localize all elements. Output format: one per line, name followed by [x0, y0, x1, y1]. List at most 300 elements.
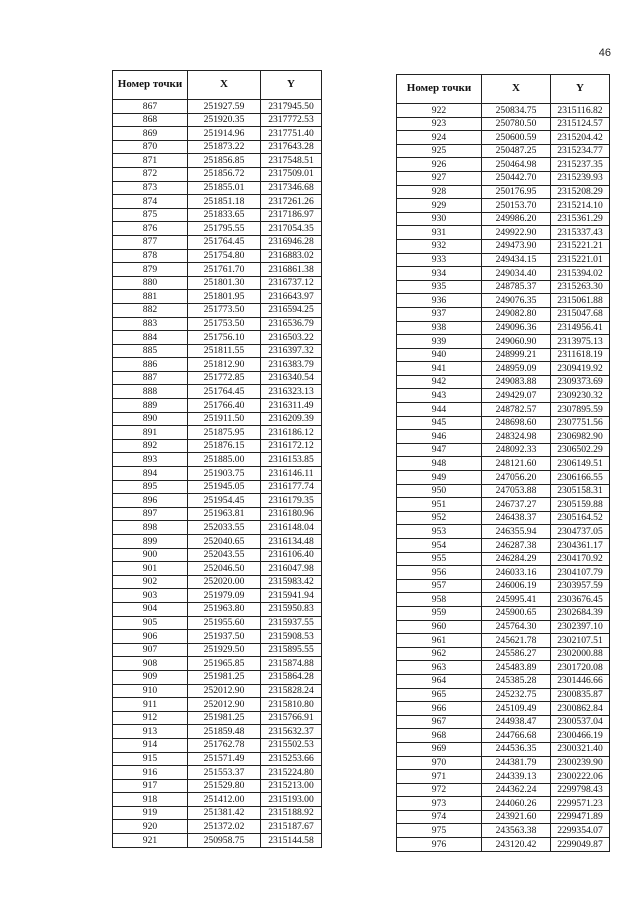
table-row: [397, 729, 610, 743]
y-coordinate-cell: 2315144.58: [261, 834, 322, 848]
table-row: [397, 579, 610, 593]
y-coordinate-cell: 2309373.69: [551, 375, 610, 389]
x-coordinate-cell: 251801.30: [188, 276, 261, 290]
table-row: [113, 752, 322, 766]
point-number-cell: 969: [397, 742, 482, 756]
x-coordinate-cell: 251372.02: [188, 820, 261, 834]
y-coordinate-cell: 2301446.66: [551, 674, 610, 688]
table-row: [113, 820, 322, 834]
table-row: [113, 793, 322, 807]
table-row: [397, 824, 610, 838]
point-number-cell: 889: [113, 399, 188, 413]
point-number-cell: 899: [113, 535, 188, 549]
table-row: [113, 399, 322, 413]
point-number-cell: 936: [397, 294, 482, 308]
table-row: [113, 766, 322, 780]
x-coordinate-cell: 251811.55: [188, 344, 261, 358]
table-row: [113, 263, 322, 277]
x-coordinate-cell: 249082.80: [482, 307, 551, 321]
point-number-cell: 961: [397, 634, 482, 648]
y-coordinate-cell: 2315864.28: [261, 670, 322, 684]
table-row: [397, 185, 610, 199]
y-coordinate-cell: 2306982.90: [551, 430, 610, 444]
x-coordinate-cell: 251756.10: [188, 331, 261, 345]
point-number-cell: 897: [113, 507, 188, 521]
y-coordinate-cell: 2316861.38: [261, 263, 322, 277]
x-coordinate-cell: 251954.45: [188, 494, 261, 508]
table-row: [397, 525, 610, 539]
y-coordinate-cell: 2315204.42: [551, 131, 610, 145]
table-row: [397, 606, 610, 620]
x-coordinate-cell: 251529.80: [188, 779, 261, 793]
point-number-cell: 976: [397, 838, 482, 852]
x-coordinate-cell: 250176.95: [482, 185, 551, 199]
point-number-cell: 934: [397, 267, 482, 281]
table-row: [397, 212, 610, 226]
header-y: Y: [261, 71, 322, 100]
table-row: [113, 290, 322, 304]
x-coordinate-cell: 251873.22: [188, 140, 261, 154]
x-coordinate-cell: 246287.38: [482, 539, 551, 553]
x-coordinate-cell: 250464.98: [482, 158, 551, 172]
table-row: [113, 806, 322, 820]
table-row: [397, 335, 610, 349]
x-coordinate-cell: 249434.15: [482, 253, 551, 267]
y-coordinate-cell: 2317751.40: [261, 127, 322, 141]
table-row: [397, 280, 610, 294]
table-row: [397, 403, 610, 417]
table-row: [397, 158, 610, 172]
x-coordinate-cell: 248999.21: [482, 348, 551, 362]
y-coordinate-cell: 2316146.11: [261, 467, 322, 481]
table-header-row: [397, 75, 610, 104]
point-number-cell: 891: [113, 426, 188, 440]
x-coordinate-cell: 252012.90: [188, 698, 261, 712]
point-number-cell: 924: [397, 131, 482, 145]
y-coordinate-cell: 2315766.91: [261, 711, 322, 725]
point-number-cell: 914: [113, 738, 188, 752]
y-coordinate-cell: 2315828.24: [261, 684, 322, 698]
point-number-cell: 870: [113, 140, 188, 154]
table-row: [113, 738, 322, 752]
y-coordinate-cell: 2315253.66: [261, 752, 322, 766]
x-coordinate-cell: 251856.85: [188, 154, 261, 168]
point-number-cell: 880: [113, 276, 188, 290]
y-coordinate-cell: 2316340.54: [261, 371, 322, 385]
point-number-cell: 888: [113, 385, 188, 399]
y-coordinate-cell: 2300862.84: [551, 702, 610, 716]
x-coordinate-cell: 251571.49: [188, 752, 261, 766]
point-number-cell: 957: [397, 579, 482, 593]
y-coordinate-cell: 2300321.40: [551, 742, 610, 756]
x-coordinate-cell: 246737.27: [482, 498, 551, 512]
point-number-cell: 886: [113, 358, 188, 372]
y-coordinate-cell: 2315221.21: [551, 239, 610, 253]
table-row: [113, 358, 322, 372]
point-number-cell: 939: [397, 335, 482, 349]
y-coordinate-cell: 2315632.37: [261, 725, 322, 739]
y-coordinate-cell: 2301720.08: [551, 661, 610, 675]
table-row: [113, 249, 322, 263]
table-row: [397, 742, 610, 756]
x-coordinate-cell: 252033.55: [188, 521, 261, 535]
y-coordinate-cell: 2304170.92: [551, 552, 610, 566]
table-row: [113, 385, 322, 399]
table-row: [397, 307, 610, 321]
y-coordinate-cell: 2306502.29: [551, 443, 610, 457]
point-number-cell: 963: [397, 661, 482, 675]
point-number-cell: 905: [113, 616, 188, 630]
point-number-cell: 954: [397, 539, 482, 553]
point-number-cell: 890: [113, 412, 188, 426]
x-coordinate-cell: 252020.00: [188, 575, 261, 589]
table-row: [113, 602, 322, 616]
y-coordinate-cell: 2307751.56: [551, 416, 610, 430]
x-coordinate-cell: 251766.40: [188, 399, 261, 413]
y-coordinate-cell: 2304361.17: [551, 539, 610, 553]
x-coordinate-cell: 249096.36: [482, 321, 551, 335]
point-number-cell: 921: [113, 834, 188, 848]
x-coordinate-cell: 245385.28: [482, 674, 551, 688]
table-row: [397, 593, 610, 607]
table-row: [397, 756, 610, 770]
table-row: [113, 657, 322, 671]
table-row: [397, 715, 610, 729]
table-row: [397, 267, 610, 281]
point-number-cell: 941: [397, 362, 482, 376]
table-row: [113, 562, 322, 576]
x-coordinate-cell: 251754.80: [188, 249, 261, 263]
x-coordinate-cell: 248092.33: [482, 443, 551, 457]
table-row: [113, 779, 322, 793]
y-coordinate-cell: 2316172.12: [261, 439, 322, 453]
point-number-cell: 973: [397, 797, 482, 811]
y-coordinate-cell: 2300466.19: [551, 729, 610, 743]
header-point-number: Номер точки: [113, 71, 188, 100]
point-number-cell: 883: [113, 317, 188, 331]
y-coordinate-cell: 2316106.40: [261, 548, 322, 562]
y-coordinate-cell: 2315234.77: [551, 144, 610, 158]
point-number-cell: 950: [397, 484, 482, 498]
table-row: [113, 725, 322, 739]
point-number-cell: 908: [113, 657, 188, 671]
point-number-cell: 912: [113, 711, 188, 725]
table-row: [397, 770, 610, 784]
table-row: [113, 575, 322, 589]
y-coordinate-cell: 2315188.92: [261, 806, 322, 820]
table-row: [397, 171, 610, 185]
point-number-cell: 868: [113, 113, 188, 127]
x-coordinate-cell: 251920.35: [188, 113, 261, 127]
y-coordinate-cell: 2299471.89: [551, 810, 610, 824]
y-coordinate-cell: 2316148.04: [261, 521, 322, 535]
point-number-cell: 943: [397, 389, 482, 403]
point-number-cell: 916: [113, 766, 188, 780]
y-coordinate-cell: 2316047.98: [261, 562, 322, 576]
table-row: [113, 616, 322, 630]
table-row: [113, 426, 322, 440]
y-coordinate-cell: 2316536.79: [261, 317, 322, 331]
table-row: [113, 521, 322, 535]
x-coordinate-cell: 250780.50: [482, 117, 551, 131]
point-number-cell: 884: [113, 331, 188, 345]
table-row: [397, 117, 610, 131]
point-number-cell: 967: [397, 715, 482, 729]
table-row: [397, 226, 610, 240]
y-coordinate-cell: 2300239.90: [551, 756, 610, 770]
y-coordinate-cell: 2315221.01: [551, 253, 610, 267]
x-coordinate-cell: 250600.59: [482, 131, 551, 145]
coordinates-table-left: [112, 70, 322, 848]
x-coordinate-cell: 251801.95: [188, 290, 261, 304]
y-coordinate-cell: 2315263.30: [551, 280, 610, 294]
x-coordinate-cell: 251381.42: [188, 806, 261, 820]
y-coordinate-cell: 2302684.39: [551, 606, 610, 620]
x-coordinate-cell: 248698.60: [482, 416, 551, 430]
y-coordinate-cell: 2299571.23: [551, 797, 610, 811]
y-coordinate-cell: 2315214.10: [551, 199, 610, 213]
y-coordinate-cell: 2302000.88: [551, 647, 610, 661]
table-row: [397, 498, 610, 512]
point-number-cell: 955: [397, 552, 482, 566]
x-coordinate-cell: 249429.07: [482, 389, 551, 403]
page-number: 46: [598, 47, 611, 59]
table-row: [113, 494, 322, 508]
x-coordinate-cell: 252040.65: [188, 535, 261, 549]
x-coordinate-cell: 252046.50: [188, 562, 261, 576]
x-coordinate-cell: 246438.37: [482, 511, 551, 525]
point-number-cell: 876: [113, 222, 188, 236]
x-coordinate-cell: 251927.59: [188, 100, 261, 114]
table-row: [397, 511, 610, 525]
point-number-cell: 964: [397, 674, 482, 688]
point-number-cell: 952: [397, 511, 482, 525]
table-row: [397, 810, 610, 824]
point-number-cell: 903: [113, 589, 188, 603]
point-number-cell: 975: [397, 824, 482, 838]
x-coordinate-cell: 251963.81: [188, 507, 261, 521]
point-number-cell: 971: [397, 770, 482, 784]
y-coordinate-cell: 2315213.00: [261, 779, 322, 793]
y-coordinate-cell: 2315047.68: [551, 307, 610, 321]
point-number-cell: 970: [397, 756, 482, 770]
table-row: [113, 834, 322, 848]
table-row: [397, 702, 610, 716]
y-coordinate-cell: 2316311.49: [261, 399, 322, 413]
x-coordinate-cell: 251833.65: [188, 208, 261, 222]
table-row: [397, 552, 610, 566]
x-coordinate-cell: 246033.16: [482, 566, 551, 580]
table-row: [113, 371, 322, 385]
x-coordinate-cell: 251963.80: [188, 602, 261, 616]
point-number-cell: 875: [113, 208, 188, 222]
y-coordinate-cell: 2315502.53: [261, 738, 322, 752]
point-number-cell: 877: [113, 235, 188, 249]
x-coordinate-cell: 245621.78: [482, 634, 551, 648]
x-coordinate-cell: 245900.65: [482, 606, 551, 620]
y-coordinate-cell: 2315061.88: [551, 294, 610, 308]
header-y: Y: [551, 75, 610, 104]
table-row: [113, 670, 322, 684]
point-number-cell: 893: [113, 453, 188, 467]
x-coordinate-cell: 251753.50: [188, 317, 261, 331]
point-number-cell: 929: [397, 199, 482, 213]
point-number-cell: 953: [397, 525, 482, 539]
x-coordinate-cell: 245586.27: [482, 647, 551, 661]
x-coordinate-cell: 250487.25: [482, 144, 551, 158]
x-coordinate-cell: 243563.38: [482, 824, 551, 838]
y-coordinate-cell: 2315810.80: [261, 698, 322, 712]
point-number-cell: 867: [113, 100, 188, 114]
table-row: [113, 222, 322, 236]
x-coordinate-cell: 251851.18: [188, 195, 261, 209]
table-row: [397, 253, 610, 267]
x-coordinate-cell: 244536.35: [482, 742, 551, 756]
point-number-cell: 942: [397, 375, 482, 389]
point-number-cell: 909: [113, 670, 188, 684]
x-coordinate-cell: 245995.41: [482, 593, 551, 607]
point-number-cell: 933: [397, 253, 482, 267]
point-number-cell: 948: [397, 457, 482, 471]
y-coordinate-cell: 2316209.39: [261, 412, 322, 426]
point-number-cell: 938: [397, 321, 482, 335]
table-body-left: [113, 100, 322, 848]
point-number-cell: 887: [113, 371, 188, 385]
y-coordinate-cell: 2315116.82: [551, 104, 610, 118]
y-coordinate-cell: 2316883.02: [261, 249, 322, 263]
y-coordinate-cell: 2305164.52: [551, 511, 610, 525]
y-coordinate-cell: 2315187.67: [261, 820, 322, 834]
y-coordinate-cell: 2316179.35: [261, 494, 322, 508]
point-number-cell: 959: [397, 606, 482, 620]
point-number-cell: 907: [113, 643, 188, 657]
x-coordinate-cell: 251945.05: [188, 480, 261, 494]
x-coordinate-cell: 251903.75: [188, 467, 261, 481]
x-coordinate-cell: 250958.75: [188, 834, 261, 848]
x-coordinate-cell: 244381.79: [482, 756, 551, 770]
y-coordinate-cell: 2316153.85: [261, 453, 322, 467]
y-coordinate-cell: 2315937.55: [261, 616, 322, 630]
table-row: [113, 507, 322, 521]
y-coordinate-cell: 2304737.05: [551, 525, 610, 539]
x-coordinate-cell: 251981.25: [188, 711, 261, 725]
table-row: [113, 439, 322, 453]
table-row: [397, 104, 610, 118]
y-coordinate-cell: 2317945.50: [261, 100, 322, 114]
y-coordinate-cell: 2316503.22: [261, 331, 322, 345]
y-coordinate-cell: 2316323.13: [261, 385, 322, 399]
x-coordinate-cell: 251762.78: [188, 738, 261, 752]
table-row: [113, 630, 322, 644]
y-coordinate-cell: 2315193.00: [261, 793, 322, 807]
y-coordinate-cell: 2316134.48: [261, 535, 322, 549]
point-number-cell: 917: [113, 779, 188, 793]
table-row: [113, 181, 322, 195]
y-coordinate-cell: 2300835.87: [551, 688, 610, 702]
x-coordinate-cell: 244938.47: [482, 715, 551, 729]
table-row: [113, 331, 322, 345]
point-number-cell: 940: [397, 348, 482, 362]
y-coordinate-cell: 2306166.55: [551, 471, 610, 485]
table-row: [113, 467, 322, 481]
table-row: [397, 674, 610, 688]
x-coordinate-cell: 251772.85: [188, 371, 261, 385]
x-coordinate-cell: 251764.45: [188, 385, 261, 399]
point-number-cell: 944: [397, 403, 482, 417]
point-number-cell: 920: [113, 820, 188, 834]
y-coordinate-cell: 2315337.43: [551, 226, 610, 240]
x-coordinate-cell: 251812.90: [188, 358, 261, 372]
point-number-cell: 966: [397, 702, 482, 716]
y-coordinate-cell: 2316186.12: [261, 426, 322, 440]
x-coordinate-cell: 252043.55: [188, 548, 261, 562]
table-row: [397, 239, 610, 253]
header-x: X: [482, 75, 551, 104]
point-number-cell: 873: [113, 181, 188, 195]
y-coordinate-cell: 2300222.06: [551, 770, 610, 784]
x-coordinate-cell: 251911.50: [188, 412, 261, 426]
table-row: [113, 589, 322, 603]
point-number-cell: 945: [397, 416, 482, 430]
y-coordinate-cell: 2316177.74: [261, 480, 322, 494]
y-coordinate-cell: 2315394.02: [551, 267, 610, 281]
table-row: [397, 144, 610, 158]
point-number-cell: 895: [113, 480, 188, 494]
table-row: [397, 661, 610, 675]
y-coordinate-cell: 2315208.29: [551, 185, 610, 199]
table-body-right: [397, 104, 610, 852]
y-coordinate-cell: 2315239.93: [551, 171, 610, 185]
x-coordinate-cell: 251981.25: [188, 670, 261, 684]
point-number-cell: 962: [397, 647, 482, 661]
y-coordinate-cell: 2315941.94: [261, 589, 322, 603]
y-coordinate-cell: 2317261.26: [261, 195, 322, 209]
x-coordinate-cell: 243921.60: [482, 810, 551, 824]
x-coordinate-cell: 247056.20: [482, 471, 551, 485]
y-coordinate-cell: 2317772.53: [261, 113, 322, 127]
y-coordinate-cell: 2304107.79: [551, 566, 610, 580]
point-number-cell: 896: [113, 494, 188, 508]
point-number-cell: 972: [397, 783, 482, 797]
x-coordinate-cell: 251929.50: [188, 643, 261, 657]
table-row: [113, 113, 322, 127]
y-coordinate-cell: 2316643.97: [261, 290, 322, 304]
point-number-cell: 949: [397, 471, 482, 485]
point-number-cell: 931: [397, 226, 482, 240]
table-row: [397, 471, 610, 485]
y-coordinate-cell: 2309230.32: [551, 389, 610, 403]
y-coordinate-cell: 2307895.59: [551, 403, 610, 417]
table-row: [397, 566, 610, 580]
table-row: [113, 154, 322, 168]
point-number-cell: 911: [113, 698, 188, 712]
x-coordinate-cell: 249986.20: [482, 212, 551, 226]
y-coordinate-cell: 2315895.55: [261, 643, 322, 657]
x-coordinate-cell: 251979.09: [188, 589, 261, 603]
point-number-cell: 927: [397, 171, 482, 185]
x-coordinate-cell: 249083.88: [482, 375, 551, 389]
y-coordinate-cell: 2317643.28: [261, 140, 322, 154]
table-row: [397, 199, 610, 213]
y-coordinate-cell: 2315224.80: [261, 766, 322, 780]
table-row: [113, 480, 322, 494]
table-row: [113, 412, 322, 426]
point-number-cell: 965: [397, 688, 482, 702]
point-number-cell: 923: [397, 117, 482, 131]
y-coordinate-cell: 2316180.96: [261, 507, 322, 521]
point-number-cell: 958: [397, 593, 482, 607]
coordinates-table-right: [396, 74, 610, 852]
